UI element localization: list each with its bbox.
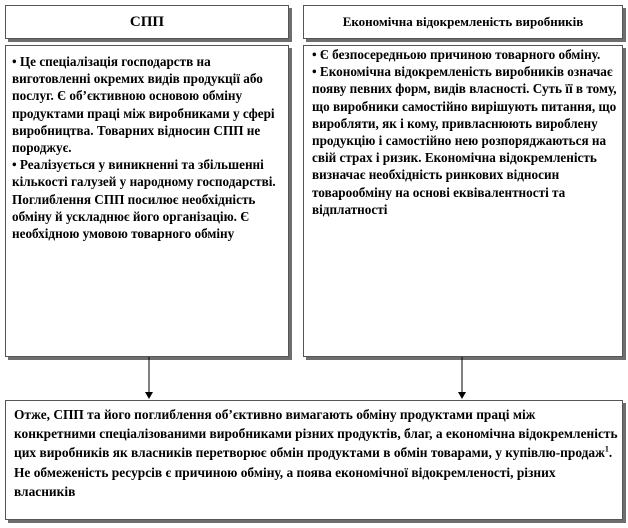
economic-separation-item-1: Є безпосередньою причиною товарного обміну. bbox=[319, 47, 601, 62]
conclusion-part-1: Отже, СПП та його поглиблення об’єктивно вимагають bbox=[14, 407, 357, 422]
bullet: • bbox=[312, 64, 320, 80]
economic-separation-item-2: Економічна відокремленість виробників означає появу певних форм, видів власності. Суть її в тому, що виробники самостійно вирішують питання, що виробляти, як і кому, привласнюють вироблену продукцію і самостійно нею розпоряджаються на свій страх і ризик. Економічна відокремленість визначає необхідність ринкових відносин товарообміну на основі еквівалентності та відплатності bbox=[312, 64, 617, 217]
conclusion-part-4: . Не обмеженість ресурсів є причиною обміну, а поява економічної відокремленості, різних власників bbox=[14, 445, 613, 499]
exchange-of-products-term: обміну продуктами bbox=[356, 407, 473, 422]
bullet: • bbox=[12, 54, 20, 69]
bullet: • bbox=[12, 157, 20, 173]
conclusion-part-3: , у купівлю-продаж bbox=[488, 445, 605, 461]
bullet: • bbox=[312, 47, 320, 62]
spp-title: СПП bbox=[129, 14, 165, 30]
conclusion-text bbox=[14, 405, 618, 501]
conclusion-box bbox=[5, 400, 623, 520]
left-arrow bbox=[145, 357, 153, 399]
conclusion-part-2: праці між конкретними спеціалізованими виробниками різних продуктів, благ, а економічна відокремленість цих виробників як власників перетворює обмін продуктами в bbox=[14, 407, 618, 461]
right-arrow bbox=[458, 357, 466, 399]
footnote-marker: 1 bbox=[604, 444, 609, 454]
economic-separation-title: Економічна відокремленість виробників bbox=[342, 14, 584, 29]
spp-item-2: Реалізується у виникненні та збільшенні кількості галузей у народному господарстві. Поглиблення СПП посилює необхідність обміну й ускладнює його організацію. Є необхідною умовою товарного обміну bbox=[12, 157, 276, 242]
exchange-of-goods-term: обмін товарами bbox=[393, 445, 489, 461]
spp-item-1: Це спеціалізація господарств на виготовленні окремих видів продукції або послуг. Є об’єктивною основою обміну продуктами праці між виробниками у сфері виробництва. Товарних відносин СПП не породжує. bbox=[12, 54, 275, 156]
